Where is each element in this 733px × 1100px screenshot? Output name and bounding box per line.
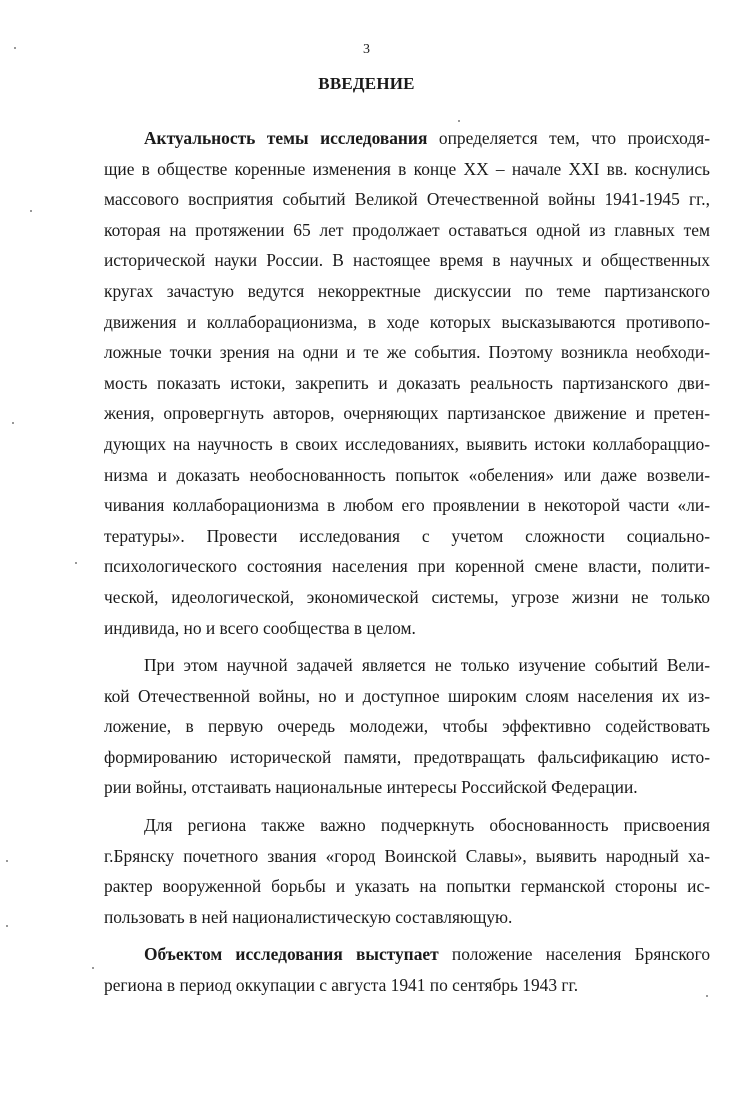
scan-speck	[6, 860, 8, 862]
text-line	[104, 810, 710, 841]
scan-speck	[6, 925, 8, 927]
scan-speck	[30, 210, 32, 212]
scan-speck	[14, 47, 16, 49]
line-text: При этом научной задачей является не только изучение событий Вели-	[144, 655, 710, 676]
text-line	[104, 841, 710, 872]
text-line	[104, 871, 710, 902]
scan-speck	[12, 422, 14, 424]
bold-phrase: Актуальность темы исследования	[144, 128, 428, 148]
text-line	[104, 307, 710, 338]
paragraph	[104, 123, 710, 643]
text-line	[104, 429, 710, 460]
text-line	[104, 613, 710, 644]
text-line	[104, 368, 710, 399]
line-text: движения и коллаборационизма, в ходе которых высказываются противопо-	[104, 311, 710, 332]
text-line	[104, 650, 710, 681]
text-line	[104, 276, 710, 307]
line-text: щие в обществе коренные изменения в конце XX – начале XXI вв. коснулись	[104, 158, 710, 179]
text-line	[104, 184, 710, 215]
line-text: индивида, но и всего сообщества в целом.	[104, 617, 416, 638]
text-line	[104, 970, 710, 1001]
bold-phrase: Объектом исследования выступает	[144, 944, 439, 965]
line-text: кругах зачастую ведутся некорректные дискуссии по теме партизанского	[104, 280, 710, 301]
line-text: массового восприятия событий Великой Отечественной войны 1941-1945 гг.,	[104, 189, 710, 210]
text-line	[104, 742, 710, 773]
text-line	[104, 551, 710, 582]
text-line	[104, 337, 710, 368]
text-line	[104, 490, 710, 521]
line-text: ложение, в первую очередь молодежи, чтобы эффективно содействовать	[104, 716, 710, 737]
text-line	[104, 711, 710, 742]
text-line	[104, 245, 710, 276]
text-line	[104, 154, 710, 185]
text-line	[104, 939, 710, 970]
line-text: рактер вооруженной борьбы и указать на попытки германской стороны ис-	[104, 876, 710, 897]
line-text: низма и доказать необоснованность попыток «обеления» или даже возвели-	[104, 464, 710, 485]
line-text: региона в период оккупации с августа 1941 по сентябрь 1943 гг.	[104, 975, 579, 996]
section-heading: ВВЕДЕНИЕ	[318, 74, 415, 93]
line-text: формированию исторической памяти, предотвращать фальсификацию исто-	[104, 746, 710, 767]
text-line	[104, 582, 710, 613]
text-line	[104, 215, 710, 246]
line-text: пользовать в ней националистическую составляющую.	[104, 906, 513, 927]
scan-speck	[706, 995, 708, 997]
line-text: определяется тем, что происходя-	[427, 128, 710, 148]
paragraph	[104, 939, 710, 1000]
scan-speck	[75, 562, 77, 564]
line-text: рии войны, отстаивать национальные интересы Российской Федерации.	[104, 777, 638, 798]
text-line	[104, 772, 710, 803]
text-line	[104, 123, 710, 154]
text-line	[104, 681, 710, 712]
line-text: чивания коллаборационизма в любом его проявлении в некоторой части «ли-	[104, 495, 710, 516]
line-text: дующих на научность в своих исследованиях, выявить истоки коллабораццио-	[104, 433, 710, 454]
text-line	[104, 460, 710, 491]
page-number: 3	[363, 42, 370, 57]
line-text: исторической науки России. В настоящее время в научных и общественных	[104, 250, 710, 271]
line-text: психологического состояния населения при коренной смене власти, полити-	[104, 556, 710, 577]
paragraph	[104, 810, 710, 932]
text-line	[104, 902, 710, 933]
scan-speck	[458, 120, 460, 122]
line-text: ческой, идеологической, экономической системы, угрозе жизни не только	[104, 586, 710, 607]
paragraph	[104, 650, 710, 803]
line-text: кой Отечественной войны, но и доступное широким слоям населения их из-	[104, 685, 710, 706]
body-text	[104, 123, 710, 1001]
text-line	[104, 398, 710, 429]
line-text: г.Брянску почетного звания «город Воинской Славы», выявить народный ха-	[104, 845, 710, 866]
line-text: которая на протяжении 65 лет продолжает оставаться одной из главных тем	[104, 219, 710, 240]
line-text: жения, опровергнуть авторов, очерняющих партизанское движение и претен-	[104, 403, 710, 424]
line-text: ложные точки зрения на одни и те же события. Поэтому возникла необходи-	[104, 342, 710, 363]
line-text: Для региона также важно подчеркнуть обоснованность присвоения	[144, 815, 710, 836]
text-line	[104, 521, 710, 552]
line-text: мость показать истоки, закрепить и доказать реальность партизанского дви-	[104, 372, 710, 393]
line-text: положение населения Брянского	[438, 944, 711, 965]
line-text: тературы». Провести исследования с учетом сложности социально-	[104, 525, 710, 546]
scan-speck	[92, 967, 94, 969]
